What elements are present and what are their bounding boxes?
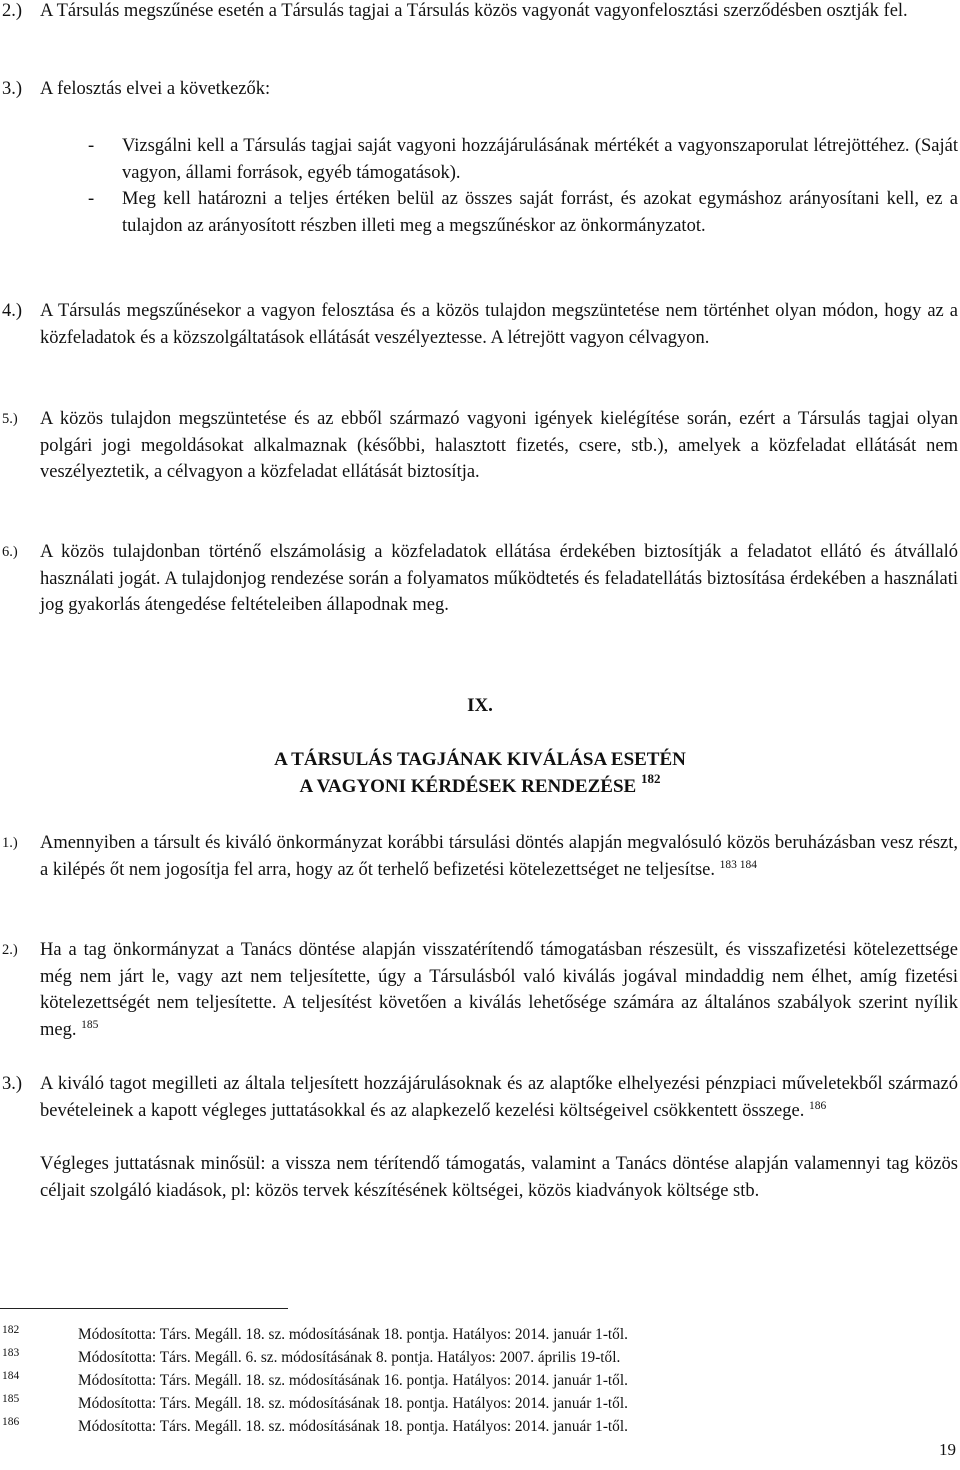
- section-item-3-continuation: Végleges juttatásnak minősül: a vissza nem térítendő támogatás, valamint a Tanács döntése alapján valamennyi tag közös céljait szolgáló kiadások, pl: közös tervek készítésének költségei, közös kiadványok költsége stb.: [40, 1154, 958, 1201]
- section-item-text: Amennyiben a társult és kiváló önkormányzat korábbi társulási döntés alapján megvalósuló közös beruházásban vesz részt, a kilépés őt nem jogosítja fel arra, hogy az őt terhelő befizetési kötelezettséget ne teljesítse.: [40, 833, 958, 880]
- footnote-number: 182: [2, 1324, 20, 1336]
- footnote-text: Módosította: Társ. Megáll. 18. sz. módosításának 18. pontja. Hatályos: 2014. január 1-től.: [78, 1326, 628, 1343]
- section-item-2: [40, 937, 958, 1044]
- section-title-line1: A TÁRSULÁS TAGJÁNAK KIVÁLÁSA ESETÉN: [274, 749, 686, 770]
- item-number: 2.): [2, 942, 18, 958]
- footnote-separator: [0, 1308, 288, 1309]
- paragraph-2: A Társulás megszűnése esetén a Társulás tagjai a Társulás közös vagyonát vagyonfelosztási szerződésben osztják fel.: [40, 1, 908, 21]
- section-number: IX.: [467, 695, 493, 716]
- bullet-item: Vizsgálni kell a Társulás tagjai saját vagyoni hozzájárulásának mértékét a vagyonszaporulat létrejöttéhez. (Saját vagyon, állami források, egyéb támogatások).: [122, 136, 958, 183]
- footnote-number: 185: [2, 1393, 20, 1405]
- paragraph-4: A Társulás megszűnésekor a vagyon felosztása és a közös tulajdon megszüntetése nem történhet olyan módon, hogy az a közfeladatok és a közszolgáltatások ellátását veszélyeztesse. A létrejött vagyon célvagyon.: [40, 301, 958, 348]
- item-number: 4.): [2, 301, 23, 321]
- section-item-text: Ha a tag önkormányzat a Tanács döntése alapján visszatérítendő támogatásban részesült, és visszafizetési kötelezettsége még nem járt le, vagy azt nem teljesítette, úgy a Társulásból való kiválás jogával mindaddig nem élhet, amíg fizetési kötelezettségét nem teljesítette. A teljesítést követően a kiválás lehetősége számára az általános szabályok szerint nyílik meg.: [40, 940, 958, 1041]
- paragraph-6: A közös tulajdonban történő elszámolásig a közfeladatok ellátása érdekében biztosítják a feladatot ellátó és átvállaló használati jogát. A tulajdonjog rendezése során a folyamatos működtetés és feladatellátás biztosítása érdekében a használati jog gyakorlás átengedése feltételeiben állapodnak meg.: [40, 542, 958, 616]
- footnote-ref: 182: [640, 771, 661, 786]
- footnote-text: Módosította: Társ. Megáll. 18. sz. módosításának 16. pontja. Hatályos: 2014. január 1-től.: [78, 1372, 628, 1389]
- section-item-3: [40, 1071, 958, 1124]
- item-number: 3.): [2, 79, 23, 99]
- item-number: 2.): [2, 1, 23, 21]
- item-number: 3.): [2, 1074, 23, 1094]
- footnote-text: Módosította: Társ. Megáll. 18. sz. módosításának 18. pontja. Hatályos: 2014. január 1-től.: [78, 1395, 628, 1412]
- footnote-ref: 183 184: [719, 858, 757, 871]
- section-title-text: A VAGYONI KÉRDÉSEK RENDEZÉSE: [299, 776, 637, 797]
- bullet-dash: -: [88, 136, 95, 156]
- paragraph-3: A felosztás elvei a következők:: [40, 79, 271, 99]
- item-number: 1.): [2, 835, 18, 851]
- page-number: 19: [939, 1440, 956, 1459]
- paragraph-5: A közös tulajdon megszüntetése és az ebből származó vagyoni igények kielégítése során, ezért a Társulás tagjai olyan polgári jogi megoldásokat alkalmaznak (későbbi, halasztott fizetés, csere, stb.), amelyek a közfeladat ellátását nem veszélyeztetik, a célvagyon a közfeladat ellátását biztosítja.: [40, 409, 958, 483]
- section-item-text: A kiváló tagot megilleti az általa teljesített hozzájárulásoknak és az alaptőke elhelyezési pénzpiaci műveletekből származó bevételeinek a kapott végleges juttatásokkal és az alapkezelő kezelési költségeivel csökkentett összege.: [40, 1074, 958, 1121]
- footnote-text: Módosította: Társ. Megáll. 18. sz. módosításának 18. pontja. Hatályos: 2014. január 1-től.: [78, 1418, 628, 1435]
- footnote-ref: 186: [808, 1099, 827, 1112]
- item-number: 5.): [2, 411, 18, 427]
- bullet-item: Meg kell határozni a teljes értéken belül az összes saját forrást, és azokat egymáshoz arányosítani kell, ez a tulajdon az arányosított részben illeti meg a megszűnéskor az önkormányzatot.: [122, 189, 958, 236]
- footnote-number: 183: [2, 1347, 20, 1359]
- section-title-line2: [0, 771, 960, 800]
- footnote-number: 186: [2, 1416, 20, 1428]
- footnote-ref: 185: [81, 1019, 99, 1032]
- footnote-number: 184: [2, 1370, 20, 1382]
- item-number: 6.): [2, 544, 18, 560]
- section-item-1: [40, 830, 958, 883]
- footnote-text: Módosította: Társ. Megáll. 6. sz. módosításának 8. pontja. Hatályos: 2007. április 19-től.: [78, 1349, 621, 1366]
- bullet-dash: -: [88, 189, 95, 209]
